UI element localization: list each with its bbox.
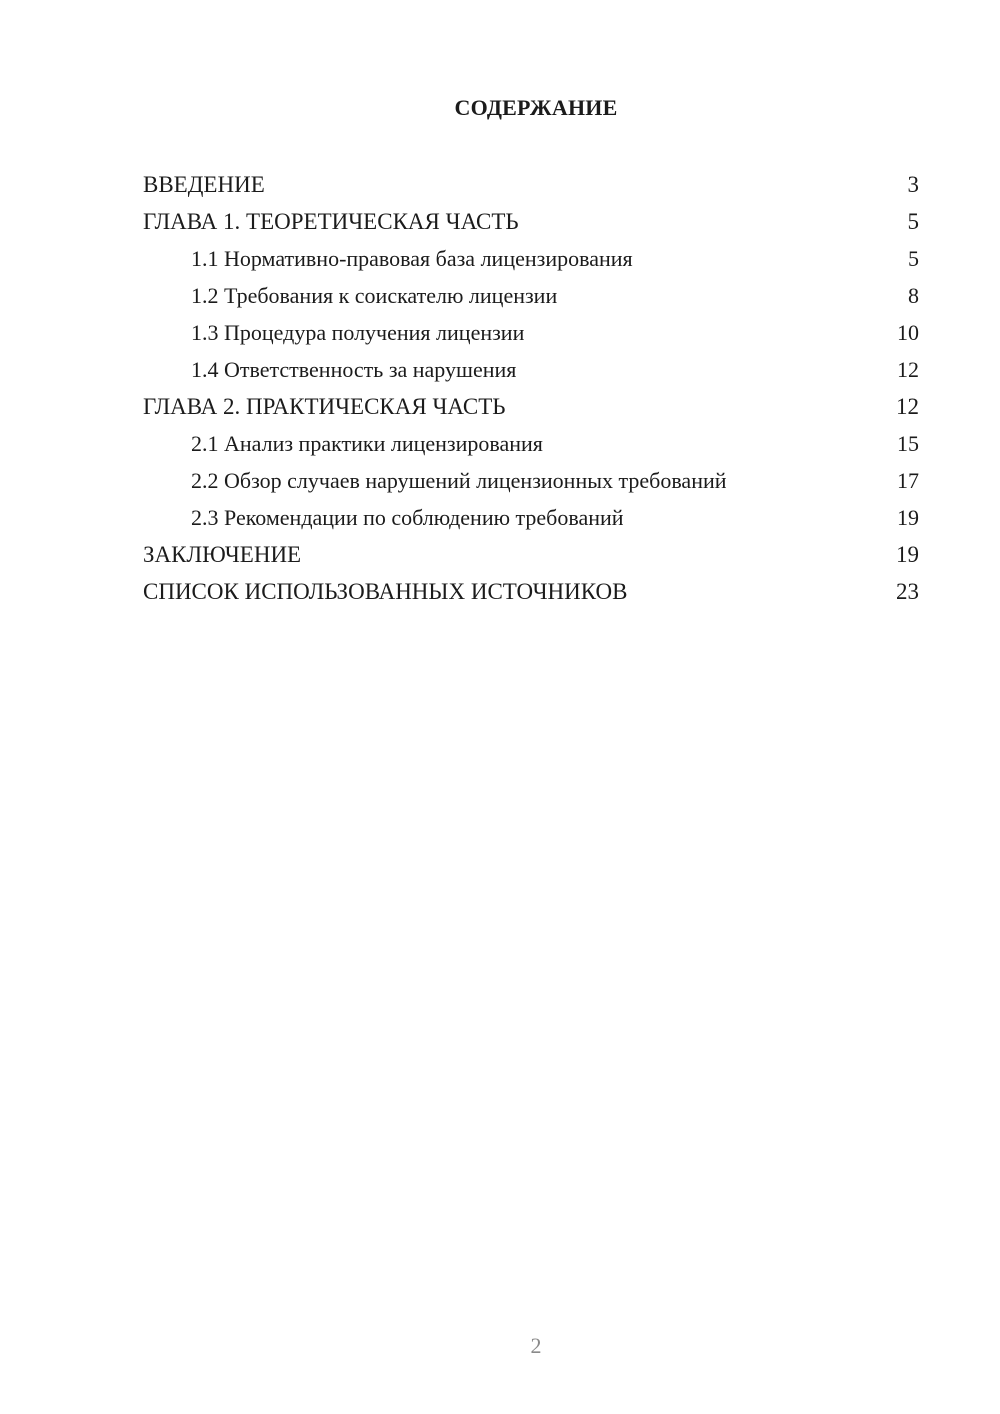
toc-entry-references [143, 573, 919, 610]
toc-entry-label: 1.2 Требования к соискателю лицензии [191, 283, 558, 308]
toc-entry-label: 1.4 Ответственность за нарушения [191, 357, 517, 382]
toc-entry-section-1-1 [143, 240, 919, 277]
toc-entry-page: 3 [907, 172, 919, 197]
toc-entry-page: 15 [897, 431, 919, 456]
toc-entry-chapter-2 [143, 388, 919, 425]
toc-entry-label: ВВЕДЕНИЕ [143, 172, 265, 197]
toc-entry-section-2-1 [143, 425, 919, 462]
toc-entry-conclusion [143, 536, 919, 573]
toc-entry-page: 19 [896, 542, 919, 567]
toc-entry-page: 12 [897, 357, 919, 382]
toc-entry-section-1-3 [143, 314, 919, 351]
toc-entry-label: ГЛАВА 1. ТЕОРЕТИЧЕСКАЯ ЧАСТЬ [143, 209, 519, 234]
toc-entry-label: 2.1 Анализ практики лицензирования [191, 431, 543, 456]
table-of-contents [143, 166, 919, 610]
toc-entry-section-1-4 [143, 351, 919, 388]
page-number: 2 [530, 1333, 542, 1358]
toc-entry-section-2-3 [143, 499, 919, 536]
toc-entry-page: 10 [897, 320, 919, 345]
toc-title: СОДЕРЖАНИЕ [454, 95, 618, 120]
toc-entry-section-1-2 [143, 277, 919, 314]
toc-entry-label: 1.1 Нормативно-правовая база лицензирования [191, 246, 633, 271]
toc-entry-page: 5 [908, 246, 919, 271]
toc-entry-page: 23 [896, 579, 919, 604]
toc-entry-page: 19 [897, 505, 919, 530]
toc-entry-introduction [143, 166, 919, 203]
toc-entry-page: 12 [896, 394, 919, 419]
toc-entry-chapter-1 [143, 203, 919, 240]
toc-entry-label: ГЛАВА 2. ПРАКТИЧЕСКАЯ ЧАСТЬ [143, 394, 506, 419]
toc-entry-page: 8 [908, 283, 919, 308]
toc-entry-label: ЗАКЛЮЧЕНИЕ [143, 542, 302, 567]
toc-entry-label: 2.2 Обзор случаев нарушений лицензионных требований [191, 468, 727, 493]
toc-entry-label: 2.3 Рекомендации по соблюдению требований [191, 505, 624, 530]
toc-entry-label: СПИСОК ИСПОЛЬЗОВАННЫХ ИСТОЧНИКОВ [143, 579, 628, 604]
toc-entry-label: 1.3 Процедура получения лицензии [191, 320, 525, 345]
toc-entry-page: 17 [897, 468, 919, 493]
toc-entry-section-2-2 [143, 462, 919, 499]
toc-entry-page: 5 [907, 209, 919, 234]
